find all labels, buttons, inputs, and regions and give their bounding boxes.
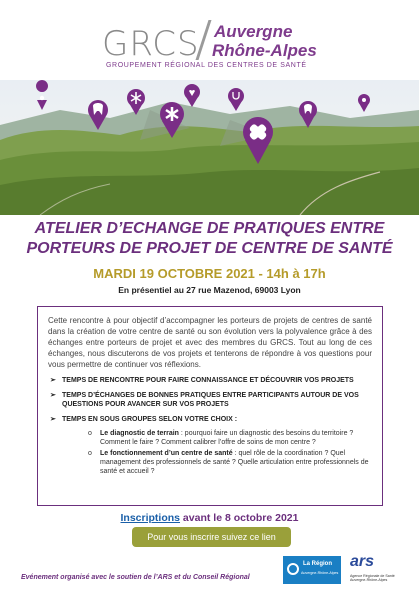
- logo-acronym: GRCS: [102, 24, 200, 64]
- subgroup-text: : pourquoi faire un diagnostic des besoins du territoire ? Comment le faire ? Comment calibrer l’offre de soins de mon centre ?: [100, 430, 354, 446]
- logo-region-line1: Auvergne: [214, 22, 293, 41]
- grcs-logo: [0, 18, 419, 78]
- program-item: [48, 376, 372, 386]
- subgroup-item: [88, 449, 372, 476]
- program-item: [48, 391, 372, 410]
- event-title-line1: ATELIER D’ECHANGE DE PRATIQUES ENTRE: [34, 220, 385, 237]
- region-logo: [283, 556, 341, 584]
- landscape-illustration: [0, 80, 419, 215]
- program-box: [37, 306, 383, 506]
- register-button[interactable]: Pour vous inscrire suivez ce lien: [132, 527, 291, 547]
- ars-logo-sub: Agence Régionale de Santé Auvergne-Rhône-Alpes: [350, 574, 395, 582]
- region-logo-line1: La Région: [303, 561, 333, 567]
- subgroup-text: : quel rôle de la coordination ? Quel management des professionnels de santé ? Quelle articulation entre professionnels de santé et accueil ?: [100, 450, 369, 475]
- hero-landscape-image: [0, 80, 419, 215]
- registration-deadline: avant le 8 octobre 2021: [180, 512, 299, 524]
- registration-line: [0, 512, 419, 524]
- region-mark-icon: [287, 563, 299, 575]
- subgroup-label: Le diagnostic de terrain: [100, 430, 179, 437]
- arrow-bullet-icon: ➢: [50, 391, 56, 399]
- intro-text: Cette rencontre à pour objectif d’accompagner les porteurs de projets de centres de santé dans la création de votre centre de santé ou son évolution vers la polyvalence grâce à des échanges entre porteurs de projet et avec des membres du GRCS. Tout au long de ces échanges, nous discuterons de vos projets et tenterons de répondre à vos questions pour vous permettre de continuer vos réflexions.: [48, 316, 372, 369]
- region-logo-line2: Auvergne-Rhône-Alpes: [301, 571, 339, 575]
- program-item-label: TEMPS D’ÉCHANGES DE BONNES PRATIQUES ENTRE PARTICIPANTS AUTOUR DE VOS QUESTIONS POUR AVANCER SUR VOS PROJETS: [62, 391, 359, 408]
- logo-region-line2: Rhône-Alpes: [212, 41, 317, 60]
- circle-bullet-icon: o: [88, 430, 92, 437]
- registration-link[interactable]: Inscriptions: [120, 512, 181, 524]
- logo-tagline: GROUPEMENT RÉGIONAL DES CENTRES DE SANTÉ: [106, 62, 307, 69]
- arrow-bullet-icon: ➢: [50, 415, 56, 423]
- subgroup-item: [88, 429, 372, 447]
- ars-logo-name: ars: [350, 553, 375, 570]
- support-note: Evénement organisé avec le soutien de l’ARS et du Conseil Régional: [21, 574, 250, 581]
- event-title-line2: PORTEURS DE PROJET DE CENTRE DE SANTÉ: [26, 240, 393, 257]
- circle-bullet-icon: o: [88, 450, 92, 457]
- program-item-label: TEMPS DE RENCONTRE POUR FAIRE CONNAISSANCE ET DÉCOUVRIR VOS PROJETS: [62, 377, 354, 384]
- ars-logo: [350, 553, 400, 587]
- event-date: MARDI 19 OCTOBRE 2021 - 14h à 17h: [93, 266, 326, 281]
- program-item: [48, 415, 372, 425]
- arrow-bullet-icon: ➢: [50, 377, 56, 384]
- program-item-label: TEMPS EN SOUS GROUPES SELON VOTRE CHOIX :: [62, 415, 238, 423]
- event-place: En présentiel au 27 rue Mazenod, 69003 Lyon: [118, 285, 301, 295]
- subgroup-label: Le fonctionnement d’un centre de santé: [100, 450, 233, 457]
